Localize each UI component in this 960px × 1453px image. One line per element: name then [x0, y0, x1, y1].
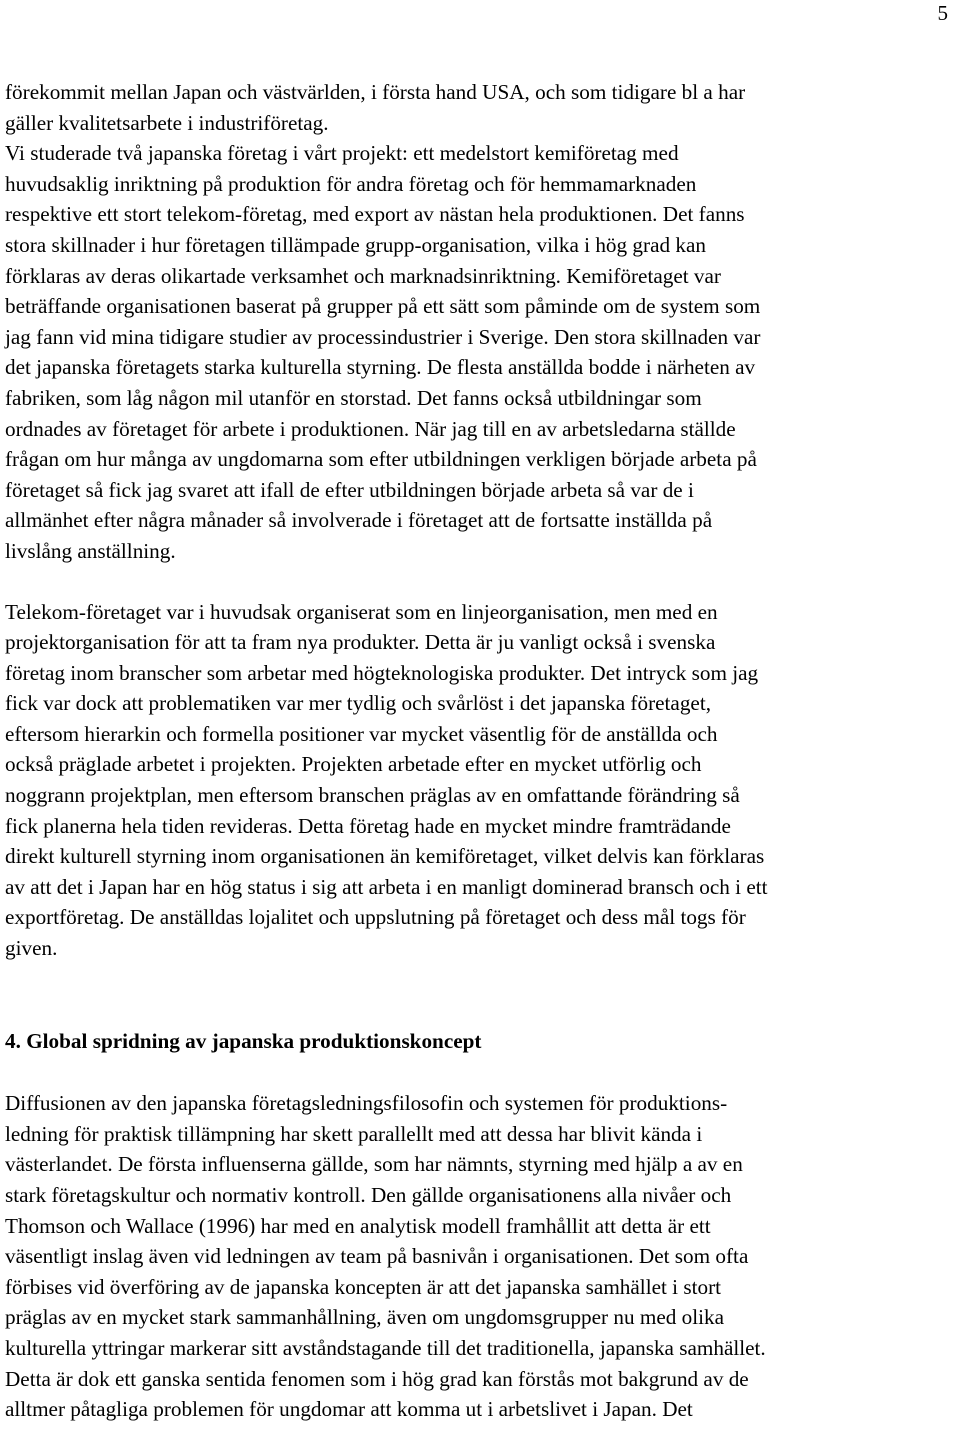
- paragraph-diffusion: Diffusionen av den japanska företagsledningsfilosofin och systemen för produktions- ledning för praktisk tillämpning har skett parallellt med att dessa har blivit kända i västerlandet. De första influenserna gällde, som har nämnts, styrning med hjälp a av en stark företagskultur och normativ kontroll. Den gällde organisationens alla nivåer och Thomson och Wallace (1996) har med en analytisk modell framhållit att detta är ett väsentligt inslag även vid ledningen av team på basnivån i organisationen. Det som ofta förbises vid överföring av de japanska koncepten är att det japanska samhället i stort präglas av en mycket stark sammanhållning, även om ungdomsgrupper nu med olika kulturella yttringar markerar sitt avståndstagande till det traditionella, japanska samhället. Detta är dok ett ganska sentida fenomen som i hög grad kan förstås mot bakgrund av de alltmer påtagliga problemen för ungdomar att komma ut i arbetslivet i Japan. Det: [5, 1091, 766, 1422]
- document-body: [5, 77, 960, 1425]
- paragraph-telekom: Telekom-företaget var i huvudsak organiserat som en linjeorganisation, men med en projektorganisation för att ta fram nya produkter. Detta är ju vanligt också i svenska företag inom branscher som arbetar med högteknologiska produkter. Det intryck som jag fick var dock att problematiken var mer tydlig och svårlöst i det japanska företaget, eftersom hierarkin och formella positioner var mycket väsentlig för de anställda och också präglade arbetet i projekten. Projekten arbetade efter en mycket utförlig och noggrann projektplan, men eftersom branschen präglas av en omfattande förändring så fick planerna hela tiden revideras. Detta företag hade en mycket mindre framträdande direkt kulturell styrning inom organisationen än kemiföretaget, vilket delvis kan förklaras av att det i Japan har en hög status i sig att arbeta i en manligt dominerad bransch och i ett exportföretag. De anställdas lojalitet och uppslutning på företaget och dess mål togs för given.: [5, 599, 768, 961]
- paragraph-intro-continuation: förekommit mellan Japan och västvärlden, i första hand USA, och som tidigare bl a har gäller kvalitetsarbete i industriföretag.: [5, 80, 746, 135]
- page-number: 5: [937, 1, 948, 25]
- section-heading: 4. Global spridning av japanska produktionskoncept: [5, 1028, 482, 1053]
- paragraph-two-companies: Vi studerade två japanska företag i vårt projekt: ett medelstort kemiföretag med huvudsaklig inriktning på produktion för andra företag och för hemmamarknaden respektive ett stort telekom-företag, med export av nästan hela produktionen. Det fanns stora skillnader i hur företagen tillämpade grupp-organisation, vilka i hög grad kan förklaras av deras olikartade verksamhet och marknadsinriktning. Kemiföretaget var beträffande organisationen baserat på grupper på ett sätt som påminde om de system som jag fann vid mina tidigare studier av processindustrier i Sverige. Den stora skillnaden var det japanska företagets starka kulturella styrning. De flesta anställda bodde i närheten av fabriken, som låg någon mil utanför en storstad. Det fanns också utbildningar som ordnades av företaget för arbete i produktionen. När jag till en av arbetsledarna ställde frågan om hur många av ungdomarna som efter utbildningen verkligen började arbeta på företaget så fick jag svaret att ifall de efter utbildningen började arbeta så var de i allmänhet efter några månader så involverade i företaget att de fortsatte inställda på livslång anställning.: [5, 141, 761, 563]
